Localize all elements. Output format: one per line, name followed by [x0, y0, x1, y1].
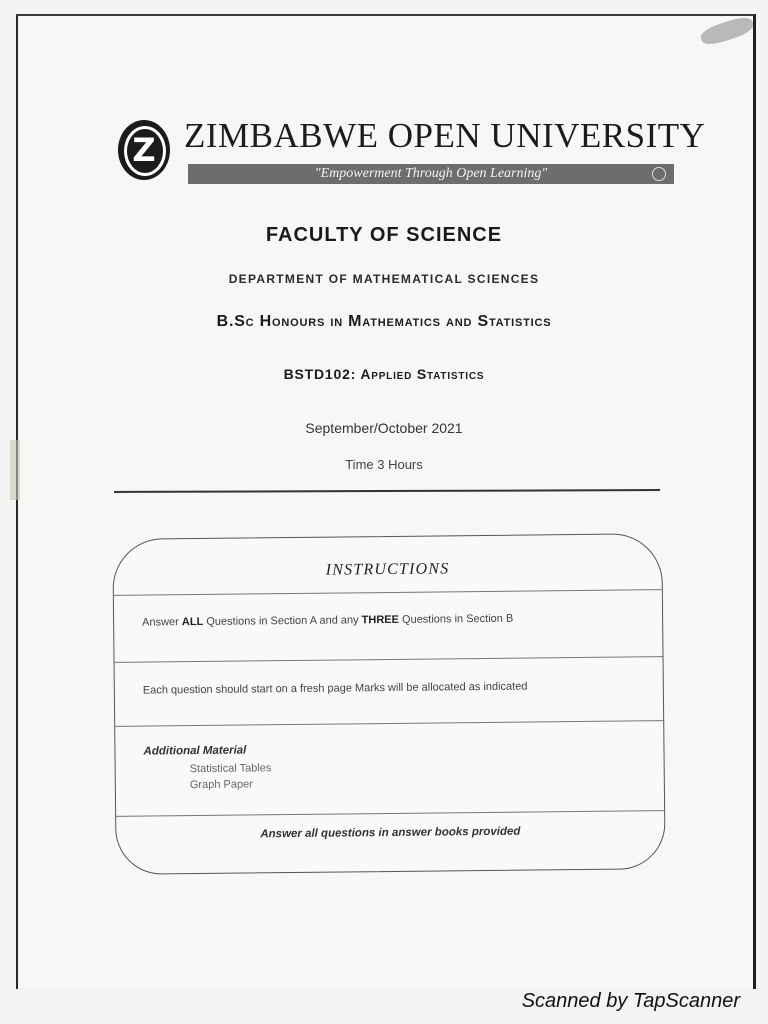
department-title: DEPARTMENT OF MATHEMATICAL SCIENCES — [228, 272, 540, 286]
faculty-title: FACULTY OF SCIENCE — [265, 224, 503, 246]
instruction-emphasis: ALL — [181, 615, 204, 629]
instructions-box — [112, 533, 665, 875]
tagline-banner — [188, 164, 674, 184]
instruction-text: Answer — [142, 616, 182, 629]
degree-title: B.Sc Honours in Mathematics and Statistics — [216, 313, 552, 330]
logo-letter: Z — [132, 131, 156, 169]
university-name: ZIMBABWE OPEN UNIVERSITY — [184, 116, 706, 155]
instruction-emphasis: THREE — [361, 613, 399, 627]
instruction-fresh-page: Each question should start on a fresh page Marks will be allocated as indicated — [142, 680, 528, 697]
divider — [115, 720, 663, 727]
exam-date: September/October 2021 — [305, 420, 463, 436]
university-header — [118, 116, 706, 191]
instruction-text: Questions in Section A and any — [203, 614, 362, 628]
instructions-title: INSTRUCTIONS — [325, 560, 450, 579]
scanner-watermark: Scanned by TapScanner — [521, 990, 740, 1012]
additional-material-item: Statistical Tables — [189, 762, 272, 776]
divider — [114, 589, 662, 596]
university-logo — [118, 120, 170, 180]
course-title: BSTD102: Applied Statistics — [283, 366, 485, 382]
exam-time: Time 3 Hours — [345, 457, 423, 472]
additional-material-title: Additional Material — [143, 744, 247, 758]
instruction-text: Questions in Section B — [398, 612, 514, 626]
emblem-icon — [652, 167, 666, 181]
answer-books-instruction: Answer all questions in answer books provided — [260, 825, 521, 841]
divider — [115, 656, 663, 663]
instruction-answer — [142, 611, 612, 630]
divider — [116, 810, 664, 817]
tagline-text: "Empowerment Through Open Learning" — [314, 166, 548, 181]
additional-material-item: Graph Paper — [189, 778, 253, 792]
